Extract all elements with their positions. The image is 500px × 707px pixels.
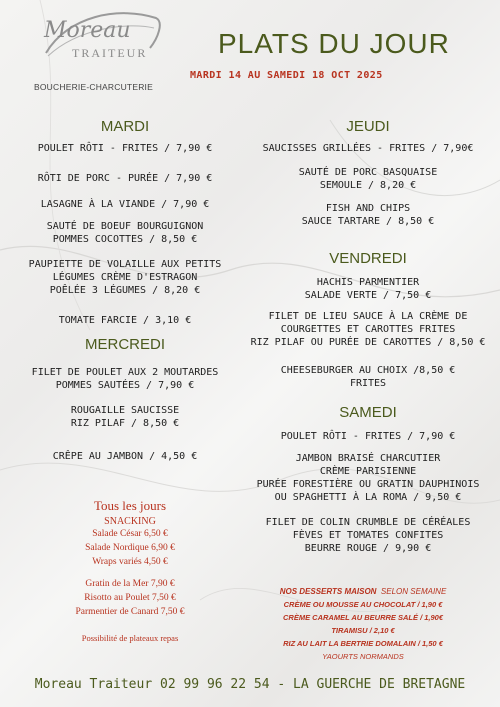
dish-item: FILET DE POULET AUX 2 MOUTARDES POMMES SAUTÉES / 7,90 €: [31, 367, 219, 391]
section-desserts: [258, 585, 468, 663]
dessert-item: CRÈME OU MOUSSE AU CHOCOLAT / 1,90 €: [283, 600, 443, 609]
dish-item: LASAGNE À LA VIANDE / 7,90 €: [40, 199, 210, 210]
dish-item: TOMATE FARCIE / 3,10 €: [58, 315, 192, 326]
yaourts-note: YAOURTS NORMANDS: [322, 652, 404, 661]
date-range: MARDI 14 AU SAMEDI 18 OCT 2025: [190, 70, 383, 81]
logo-script: Moreau: [44, 18, 131, 43]
dish-item: SAUTÉ DE BOEUF BOURGUIGNON POMMES COCOTTES / 8,50 €: [46, 221, 204, 245]
dish-item: SAUCISSES GRILLÉES - FRITES / 7,90€: [262, 143, 474, 154]
snacking-title: SNACKING: [104, 516, 156, 527]
snack-item: Salade Nordique 6,90 €: [85, 543, 175, 553]
plateaux-note: Possibilité de plateaux repas: [81, 633, 179, 643]
dish-item: RÔTI DE PORC - PURÉE / 7,90 €: [37, 173, 213, 184]
footer-contact: Moreau Traiteur 02 99 96 22 54 - LA GUERCHE DE BRETAGNE: [34, 677, 466, 692]
dish-item: POULET RÔTI - FRITES / 7,90 €: [280, 431, 456, 442]
desserts-heading: NOS DESSERTS MAISON SELON SEMAINE: [279, 587, 447, 596]
dessert-item: RIZ AU LAIT LA BERTRIE DOMALAIN / 1,50 €: [283, 639, 443, 648]
brand-logo: [30, 8, 160, 90]
dish-item: FISH AND CHIPS SAUCE TARTARE / 8,50 €: [301, 203, 435, 227]
dish-item: POULET RÔTI - FRITES / 7,90 €: [37, 143, 213, 154]
dish-item: ROUGAILLE SAUCISSE RIZ PILAF / 8,50 €: [70, 405, 180, 429]
tous-les-jours-title: Tous les jours: [93, 498, 167, 513]
section-title-mercredi: MERCREDI: [84, 336, 165, 353]
plat-item: Risotto au Poulet 7,50 €: [84, 593, 176, 603]
dish-item: CHEESEBURGER AU CHOIX /8,50 € FRITES: [280, 365, 456, 389]
dish-item: HACHIS PARMENTIER SALADE VERTE / 7,50 €: [304, 277, 432, 301]
plat-item: Parmentier de Canard 7,50 €: [75, 607, 185, 617]
dish-item: FILET DE LIEU SAUCE À LA CRÈME DE COURGETTES ET CAROTTES FRITES RIZ PILAF OU PURÉE DE CAROTTES / 8,50 €: [250, 311, 486, 348]
dessert-item: TIRAMISU / 2,10 €: [331, 626, 395, 635]
dish-item: FILET DE COLIN CRUMBLE DE CÉRÉALES FÈVES ET TOMATES CONFITES BEURRE ROUGE / 9,90 €: [265, 517, 471, 554]
section-title-samedi: SAMEDI: [339, 404, 397, 421]
snack-item: Salade César 6,50 €: [92, 529, 168, 539]
logo-subtitle: TRAITEUR: [72, 46, 148, 60]
logo-tagline: BOUCHERIE-CHARCUTERIE: [34, 82, 153, 92]
snack-item: Wraps variés 4,50 €: [92, 557, 168, 567]
section-title-jeudi: JEUDI: [346, 118, 390, 135]
section-title-mardi: MARDI: [100, 118, 150, 135]
page-title: PLATS DU JOUR: [218, 28, 450, 59]
section-tous-les-jours: [60, 498, 200, 645]
plat-item: Gratin de la Mer 7,90 €: [85, 579, 175, 589]
dish-item: CRÊPE AU JAMBON / 4,50 €: [52, 451, 198, 462]
dessert-item: CRÈME CARAMEL AU BEURRE SALÉ / 1,90€: [282, 613, 444, 622]
dish-item: PAUPIETTE DE VOLAILLE AUX PETITS LÉGUMES CRÈME D'ESTRAGON POÊLÉE 3 LÉGUMES / 8,20 €: [28, 259, 222, 296]
dish-item: JAMBON BRAISÉ CHARCUTIER CRÈME PARISIENNE PURÉE FORESTIÈRE OU GRATIN DAUPHINOIS OU SPAGHETTI À LA ROMA / 9,50 €: [256, 453, 480, 503]
dish-item: SAUTÉ DE PORC BASQUAISE SEMOULE / 8,20 €: [298, 167, 438, 191]
section-title-vendredi: VENDREDI: [329, 250, 407, 267]
